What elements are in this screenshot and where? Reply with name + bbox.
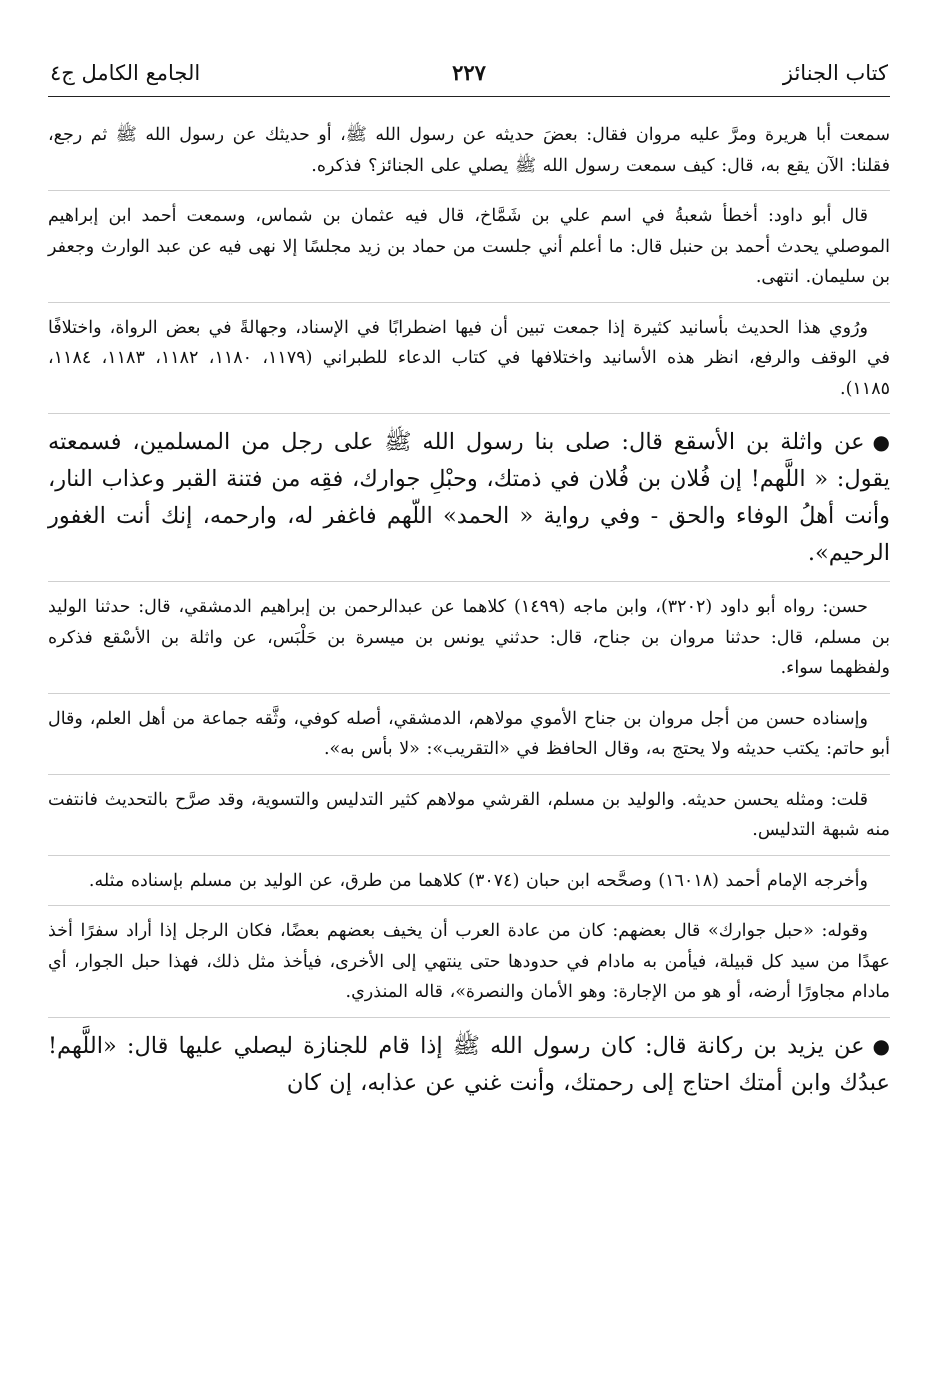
hadith-text: عن واثلة بن الأسقع قال: صلى بنا رسول الله ﷺ على رجل من المسلمين، فسمعته يقول: « اللَّهم! إن فُلان بن فُلان في ذمتك، وحبْلِ جوارك، فقِه من فتنة القبر وعذاب النار، وأنت أهلُ الوفاء والحق - وفي رواية « الحمد» اللّهم فاغفر له، وارحمه، إنك أنت الغفور الرحيم».: [48, 429, 890, 566]
paragraph-divider: [48, 774, 890, 775]
commentary-paragraph: سمعت أبا هريرة ومرَّ عليه مروان فقال: بعضَ حديثه عن رسول الله ﷺ، أو حديثك عن رسول الله ﷺ ثم رجع، فقلنا: الآن يقع به، قال: كيف سمعت رسول الله ﷺ يصلي على الجنائز؟ فذكره.: [48, 125, 890, 176]
paragraph-divider: [48, 190, 890, 191]
commentary-paragraph: وأخرجه الإمام أحمد (١٦٠١٨) وصحَّحه ابن حبان (٣٠٧٤) كلاهما من طرق، عن الوليد بن مسلم بإسناده مثله.: [88, 870, 868, 891]
paragraph-divider: [48, 581, 890, 582]
running-header: [48, 56, 890, 97]
book-title: الجامع الكامل ج٤: [50, 61, 201, 85]
bullet-icon: ●: [872, 430, 890, 454]
paragraph-divider: [48, 302, 890, 303]
commentary-paragraph: ورُوي هذا الحديث بأسانيد كثيرة إذا جمعت تبين أن فيها اضطرابًا في الإسناد، وجهالةً في بعض الرواة، واختلافًا في الوقف والرفع، انظر هذه الأسانيد واختلافها في كتاب الدعاء للطبراني (١١٧٩، ١١٨٠، ١١٨٢، ١١٨٣، ١١٨٤، ١١٨٥).: [48, 317, 890, 399]
hadith-paragraph: [48, 424, 890, 572]
commentary-paragraph: وقوله: «حبل جوارك» قال بعضهم: كان من عادة العرب أن يخيف بعضهم بعضًا، فكان الرجل إذا أراد سفرًا أخذ عهدًا من سيد كل قبيلة، فيأمن به مادام في حدودها حتى ينتهي إلى الأخرى، فيأخذ مثل ذلك، فهذا حبل الجوار، أي مادام مجاورًا أرضه، أو هو من الإجارة: وهو الأمان والنصرة»، قاله المنذري.: [48, 921, 890, 1002]
takhrij-paragraph: حسن: رواه أبو داود (٣٢٠٢)، وابن ماجه (١٤٩٩) كلاهما عن عبدالرحمن بن إبراهيم الدمشقي، قال: حدثنا الوليد بن مسلم، قال: حدثنا مروان بن جناح، قال: حدثني يونس بن ميسرة بن حَلْبَس، عن واثلة بن الأسْقع فذكره ولفظهما سواء.: [48, 597, 890, 678]
page-number: ٢٢٧: [452, 60, 486, 85]
commentary-paragraph: قلت: ومثله يحسن حديثه. والوليد بن مسلم، القرشي مولاهم كثير التدليس والتسوية، وقد صرَّح بالتحديث فانتفت منه شبهة التدليس.: [48, 789, 890, 840]
commentary-paragraph: وإسناده حسن من أجل مروان بن جناح الأموي مولاهم، الدمشقي، أصله كوفي، وثَّقه جماعة من أهل العلم، وقال أبو حاتم: يكتب حديثه ولا يحتج به، وقال الحافظ في «التقريب»: «لا بأس به».: [48, 708, 890, 759]
chapter-title: كتاب الجنائز: [782, 61, 888, 85]
page-content: [48, 120, 890, 1102]
bullet-icon: ●: [872, 1033, 890, 1058]
paragraph-divider: [48, 905, 890, 906]
hadith-text: عن يزيد بن ركانة قال: كان رسول الله ﷺ إذا قام للجنازة ليصلي عليها قال: «اللَّهم! عبدُك وابن أمتك احتاج إلى رحمتك، وأنت غني عن عذابه، إن كان: [48, 1032, 890, 1096]
paragraph-divider: [48, 693, 890, 694]
hadith-paragraph: [48, 1028, 890, 1102]
paragraph-divider: [48, 413, 890, 414]
paragraph-divider: [48, 1017, 890, 1018]
commentary-paragraph: قال أبو داود: أخطأ شعبةُ في اسم علي بن شَمَّاخ، قال فيه عثمان بن شماس، وسمعت أحمد ابن إبراهيم الموصلي يحدث أحمد بن حنبل قال: ما أعلم أني جلست من حماد بن زيد مجلسًا إلا نهى فيه عن عبد الوارث وجعفر بن سليمان. انتهى.: [48, 206, 890, 287]
paragraph-divider: [48, 855, 890, 856]
